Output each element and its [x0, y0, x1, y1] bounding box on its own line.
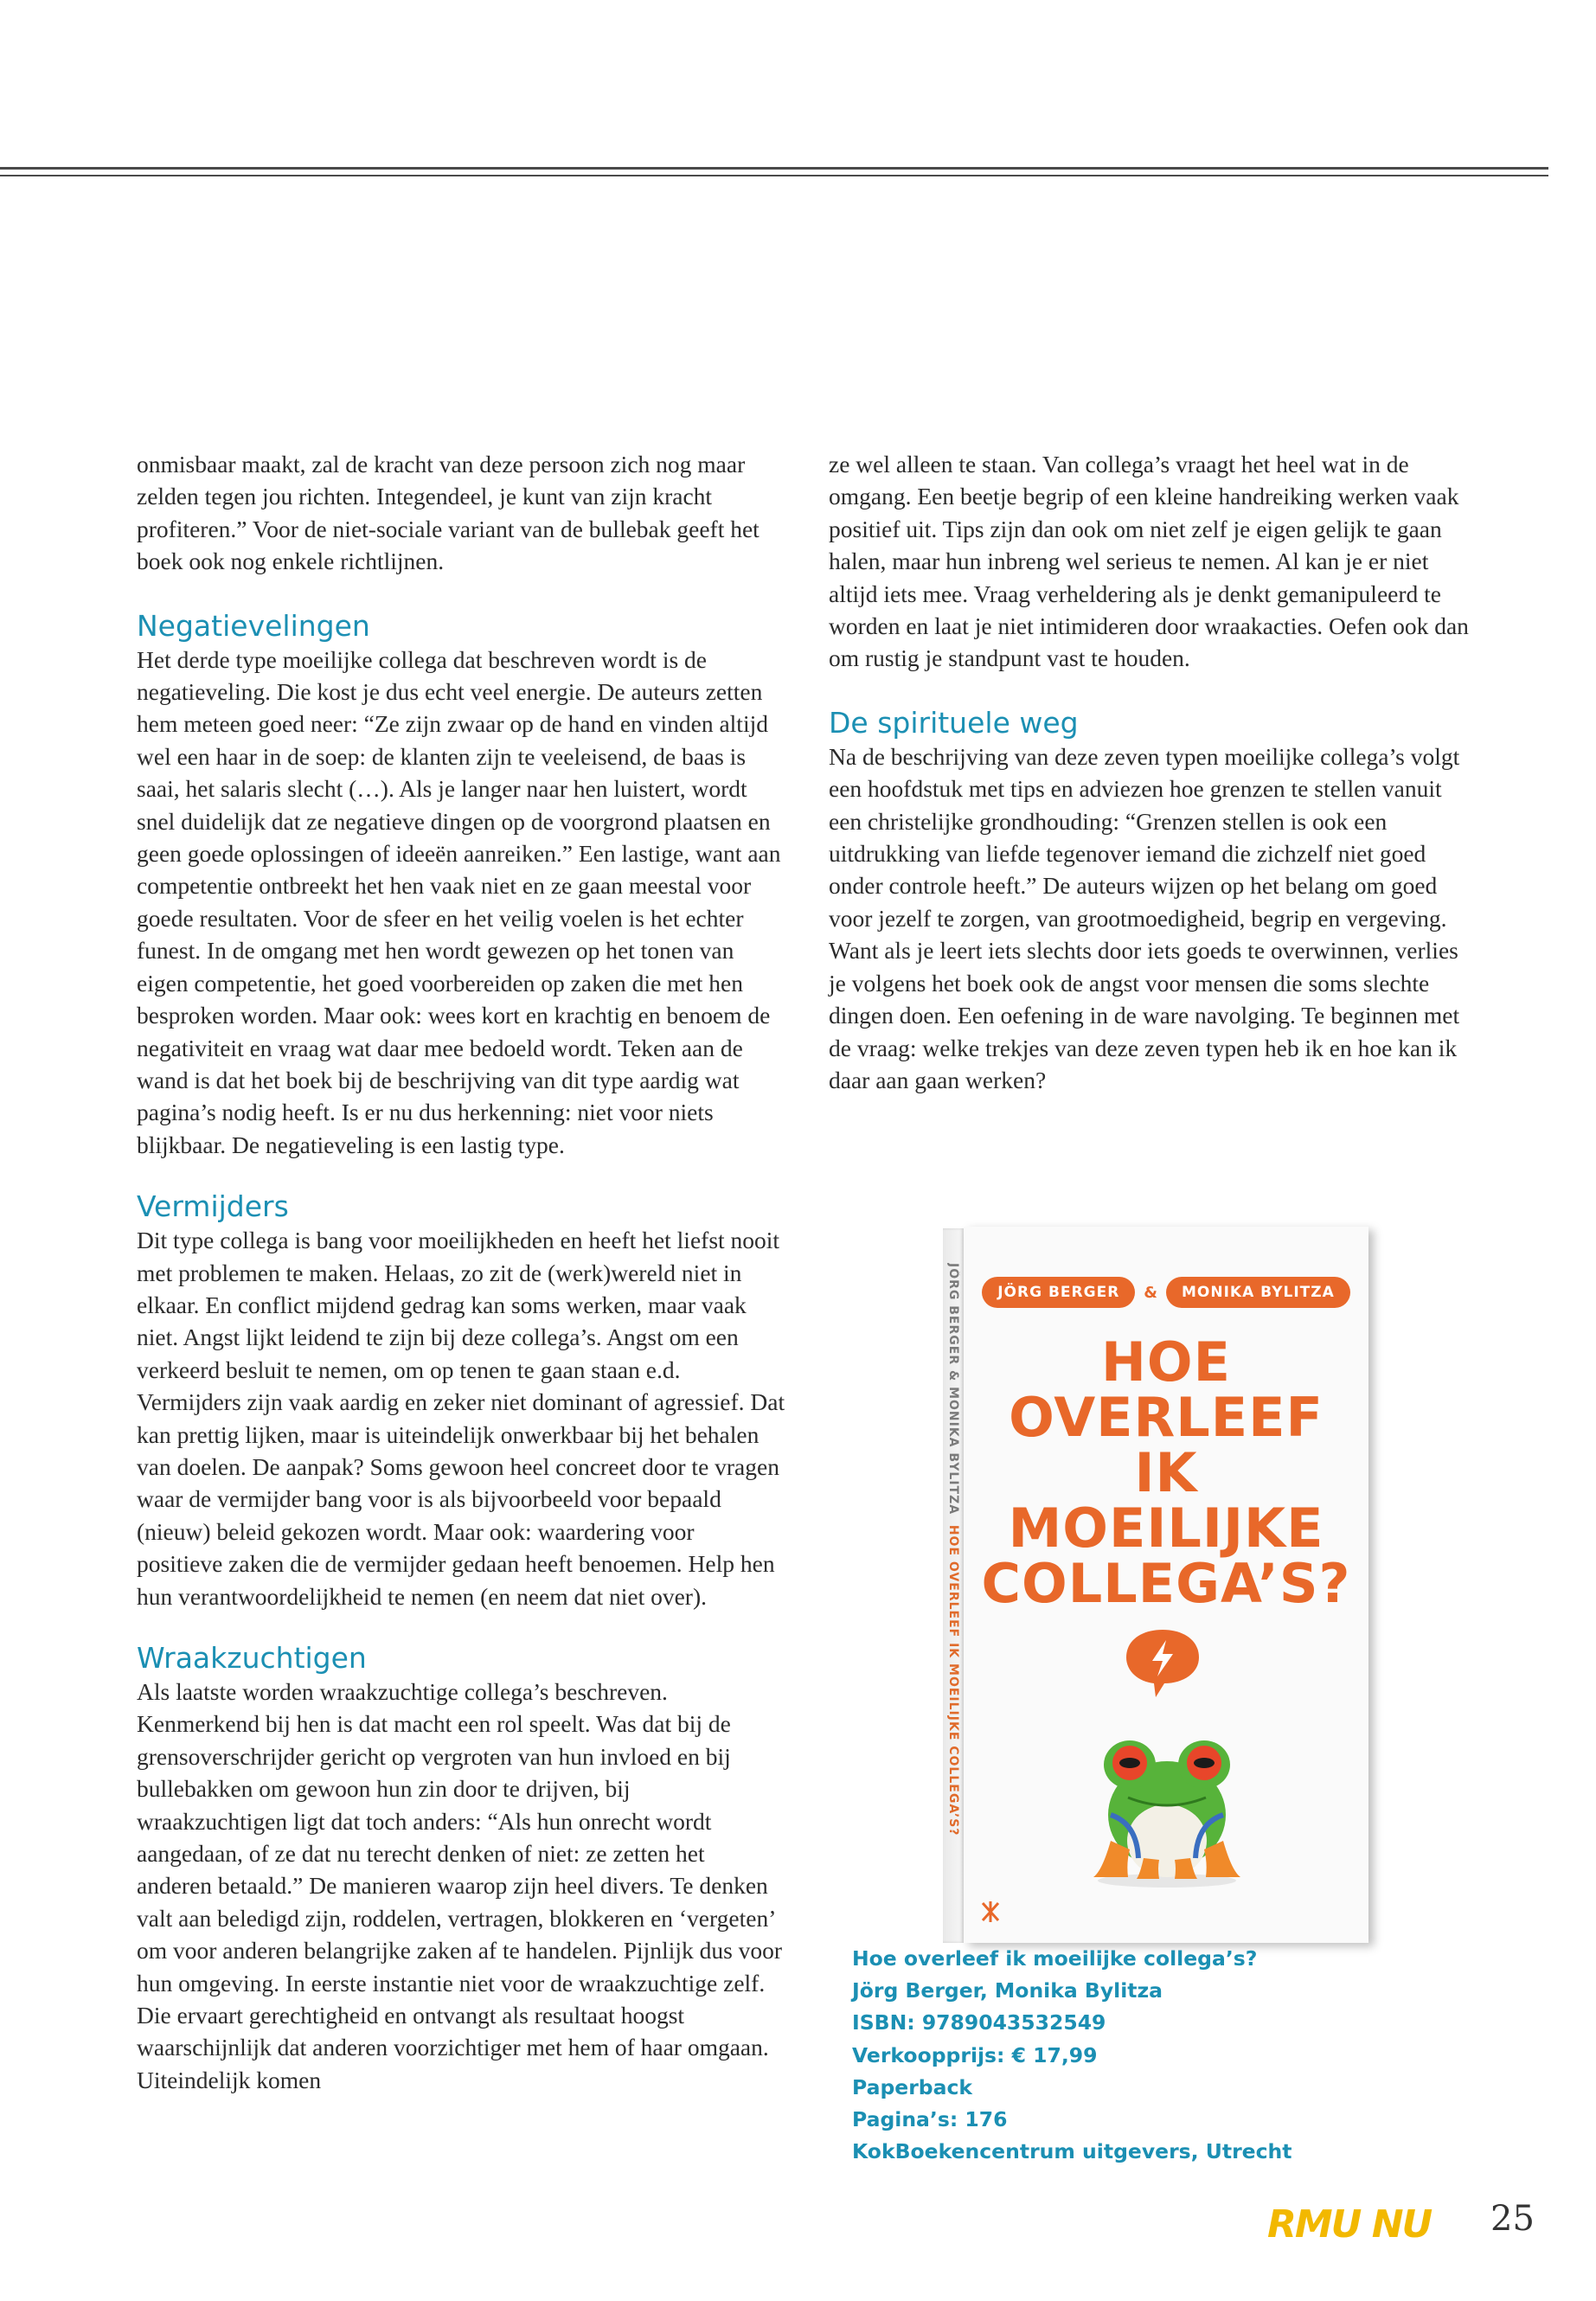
heading-vermijders: Vermijders: [137, 1189, 289, 1224]
paragraph: onmisbaar maakt, zal de kracht van deze persoon zich nog maar zelden tegen jou richten. Integendeel, je kunt van zijn kracht profiteren.” Voor de niet-sociale variant van de bullebak geeft het boek ook nog enkele richtlijnen.: [137, 451, 760, 575]
book-authors: Jörg Berger, Monika Bylitza: [852, 1978, 1163, 2003]
speech-bubble-lightning-icon: [1121, 1623, 1204, 1701]
frog-icon: [1076, 1711, 1258, 1893]
paragraph: Dit type collega is bang voor moeilijkheden en heeft het liefst nooit met problemen te maken. Helaas, zo zit de (werk)wereld niet in elkaar. En conflict mijdend gedrag kan soms werken, maar vaak niet. Angst lijkt leidend te zijn bij deze collega’s. Angst om een verkeerd besluit te nemen, om op tenen te gaan staan e.d. Vermijders zijn vaak aardig en zeker niet dominant of agressief. Dat kan prettig lijken, maar is uiteindelijk onwerkbaar bij het behalen van doelen. De aanpak? Soms gewoon heel concreet door te vragen waar de vermijder bang voor is als bijvoorbeeld voor bepaald (nieuw) beleid gekozen wordt. Maar ook: waardering voor positieve zaken die de vermijder gedaan heeft benoemen. Help hen hun verantwoordelijkheid te nemen (en neem dat niet over).: [137, 1227, 785, 1610]
cover-title: [964, 1330, 1368, 1615]
top-rule: [0, 167, 1548, 170]
book-info: [852, 1943, 1292, 2168]
publisher-logo-icon: [979, 1900, 1002, 1924]
cover-title-line: HOE: [1101, 1330, 1231, 1394]
cover-title-line: MOEILIJKE: [1008, 1497, 1324, 1560]
heading-spirituele-weg: De spirituele weg: [829, 705, 1079, 740]
cover-title-line: COLLEGA’S?: [981, 1552, 1351, 1615]
cover-author-2: MONIKA BYLITZA: [1166, 1277, 1350, 1308]
book-cover-image: [943, 1227, 1382, 1943]
spine-title: HOE OVERLEEF IK MOEILIJKE COLLEGA’S?: [946, 1524, 960, 1836]
book-front-cover: [964, 1227, 1368, 1943]
paragraph: Het derde type moeilijke collega dat beschreven wordt is de negatieveling. Die kost je dus echt veel energie. De auteurs zetten hem meteen goed neer: “Ze zijn zwaar op de hand en vinden altijd wel een haar in de soep: de klanten zijn te veeleisend, de baas is saai, het salaris slecht (…). Als je langer naar hen luistert, wordt snel duidelijk dat ze negatieve dingen op de voorgrond plaatsen en geen goede oplossingen of ideeën aanreiken.” Een lastige, want aan competentie ontbreekt het hen vaak niet en ze gaan meestal voor goede resultaten. Voor de sfeer en het veilig voelen is het echter funest. In de omgang met hen wordt gewezen op het tonen van eigen competentie, het goed voorbereiden op zaken die met hen besproken worden. Maar ook: wees kort en krachtig en benoem de negativiteit en vraag wat daar mee bedoeld wordt. Teken aan de wand is dat het boek bij de beschrijving van dit type aardig wat pagina’s nodig heeft. Is er nu dus herkenning: niet voor niets blijkbaar. De negatieveling is een lastig type.: [137, 645, 781, 1158]
page-number: 25: [1490, 2199, 1535, 2239]
heading-negatievelingen: Negatievelingen: [137, 608, 370, 643]
book-publisher: KokBoekencentrum uitgevers, Utrecht: [852, 2139, 1292, 2164]
top-rule-thin: [0, 175, 1548, 176]
cover-title-line: OVERLEEF: [1009, 1386, 1324, 1449]
cover-ampersand: &: [1144, 1283, 1157, 1302]
book-spine: [943, 1228, 964, 1943]
paragraph: ze wel alleen te staan. Van collega’s vraagt het heel wat in de omgang. Een beetje begrip of een kleine handreiking werken vaak positief uit. Tips zijn dan ook om niet zelf je eigen gelijk te gaan halen, maar hun inbreng wel serieus te nemen. Al kan je er niet altijd iets mee. Vraag verheldering als je denkt gemanipuleerd te worden en laat je niet intimideren door wraakacties. Oefen ook dan om rustig je standpunt vast te houden.: [829, 451, 1469, 672]
cover-authors: [964, 1277, 1368, 1308]
book-pages: Pagina’s: 176: [852, 2107, 1008, 2132]
spine-text: [946, 1263, 960, 1903]
book-format: Paperback: [852, 2074, 973, 2099]
paragraph: Na de beschrijving van deze zeven typen moeilijke collega’s volgt een hoofdstuk met tips en adviezen hoe grenzen te stellen vanuit een christelijke grondhouding: “Grenzen stellen is ook een uitdrukking van liefde tegenover iemand die zichzelf niet goed onder controle heeft.” De auteurs wijzen op het belang om goed voor jezelf te zorgen, van grootmoedigheid, begrip en vergeving. Want als je leert iets slechts door iets goeds te overwinnen, verlies je volgens het boek ook de angst voor mensen die soms slechte dingen doen. Een oefening in de ware navolging. Te beginnen met de vraag: welke trekjes van deze zeven typen heb ik en hoe kan ik daar aan gaan werken?: [829, 742, 1460, 1093]
paragraph: Als laatste worden wraakzuchtige collega’s beschreven. Kenmerkend bij hen is dat macht een rol speelt. Was dat bij de grensoverschrijder gericht op vergroten van hun invloed en bij bullebakken om gewoon hun zin door te drijven, bij wraakzuchtigen ligt dat toch anders: “Als hun onrecht wordt aangedaan, of ze dat nu terecht denken of niet: ze zetten het anderen betaald.” De manieren waarop zijn heel divers. Te denken valt aan beledigd zijn, roddelen, vertragen, blokkeren en ‘vergeten’ om voor anderen belangrijke zaken af te handelen. Pijnlijk dus voor hun omgeving. In eerste instantie niet voor de wraakzuchtige zelf. Die ervaart gerechtigheid en ontvangt als resultaat hoogst waarschijnlijk dat anderen voorzichtiger met hem of haar omgaan. Uiteindelijk komen: [137, 1678, 783, 2093]
book-title: Hoe overleef ik moeilijke collega’s?: [852, 1946, 1258, 1971]
heading-wraakzuchtigen: Wraakzuchtigen: [137, 1641, 367, 1675]
book-price: Verkoopprijs: € 17,99: [852, 2042, 1098, 2067]
cover-title-line: IK: [1134, 1441, 1198, 1504]
rmu-nu-logo: RMU NU: [1267, 2202, 1432, 2247]
right-column: [829, 448, 1477, 1096]
left-column: [137, 448, 785, 2096]
book-isbn: ISBN: 9789043532549: [852, 2010, 1106, 2035]
cover-author-1: JÖRG BERGER: [982, 1277, 1135, 1308]
spine-authors: JÖRG BERGER & MONIKA BYLITZA: [946, 1263, 960, 1516]
